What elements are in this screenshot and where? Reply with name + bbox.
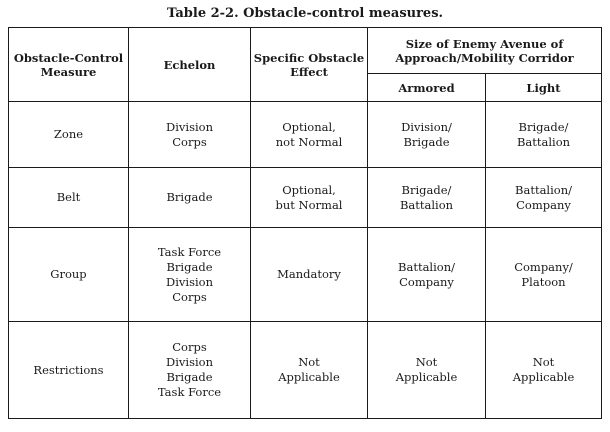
cell-light: Not Applicable	[486, 322, 602, 419]
cell-echelon: Task Force Brigade Division Corps	[129, 228, 251, 322]
obstacle-control-table	[8, 27, 602, 419]
cell-effect: Optional, not Normal	[251, 102, 368, 168]
cell-effect: Not Applicable	[251, 322, 368, 419]
cell-armored: Not Applicable	[368, 322, 486, 419]
header-obstacle-control-measure: Obstacle-Control Measure	[9, 28, 129, 102]
cell-measure: Zone	[9, 102, 129, 168]
table-row-belt	[9, 168, 602, 228]
cell-measure: Group	[9, 228, 129, 322]
cell-echelon: Brigade	[129, 168, 251, 228]
cell-light: Battalion/ Company	[486, 168, 602, 228]
table-caption: Table 2-2. Obstacle-control measures.	[166, 6, 444, 21]
cell-echelon: Division Corps	[129, 102, 251, 168]
cell-armored: Battalion/ Company	[368, 228, 486, 322]
cell-effect: Mandatory	[251, 228, 368, 322]
cell-echelon: Corps Division Brigade Task Force	[129, 322, 251, 419]
cell-light: Brigade/ Battalion	[486, 102, 602, 168]
header-specific-obstacle-effect: Specific Obstacle Effect	[251, 28, 368, 102]
cell-light: Company/ Platoon	[486, 228, 602, 322]
table-row-zone	[9, 102, 602, 168]
cell-effect: Optional, but Normal	[251, 168, 368, 228]
cell-measure: Belt	[9, 168, 129, 228]
header-light: Light	[486, 74, 602, 102]
table-row-restrictions	[9, 322, 602, 419]
header-armored: Armored	[368, 74, 486, 102]
header-echelon: Echelon	[129, 28, 251, 102]
header-row	[9, 28, 602, 74]
cell-measure: Restrictions	[9, 322, 129, 419]
cell-armored: Brigade/ Battalion	[368, 168, 486, 228]
cell-armored: Division/ Brigade	[368, 102, 486, 168]
header-size-of-enemy-avenue: Size of Enemy Avenue of Approach/Mobility Corridor	[368, 28, 602, 74]
table-row-group	[9, 228, 602, 322]
